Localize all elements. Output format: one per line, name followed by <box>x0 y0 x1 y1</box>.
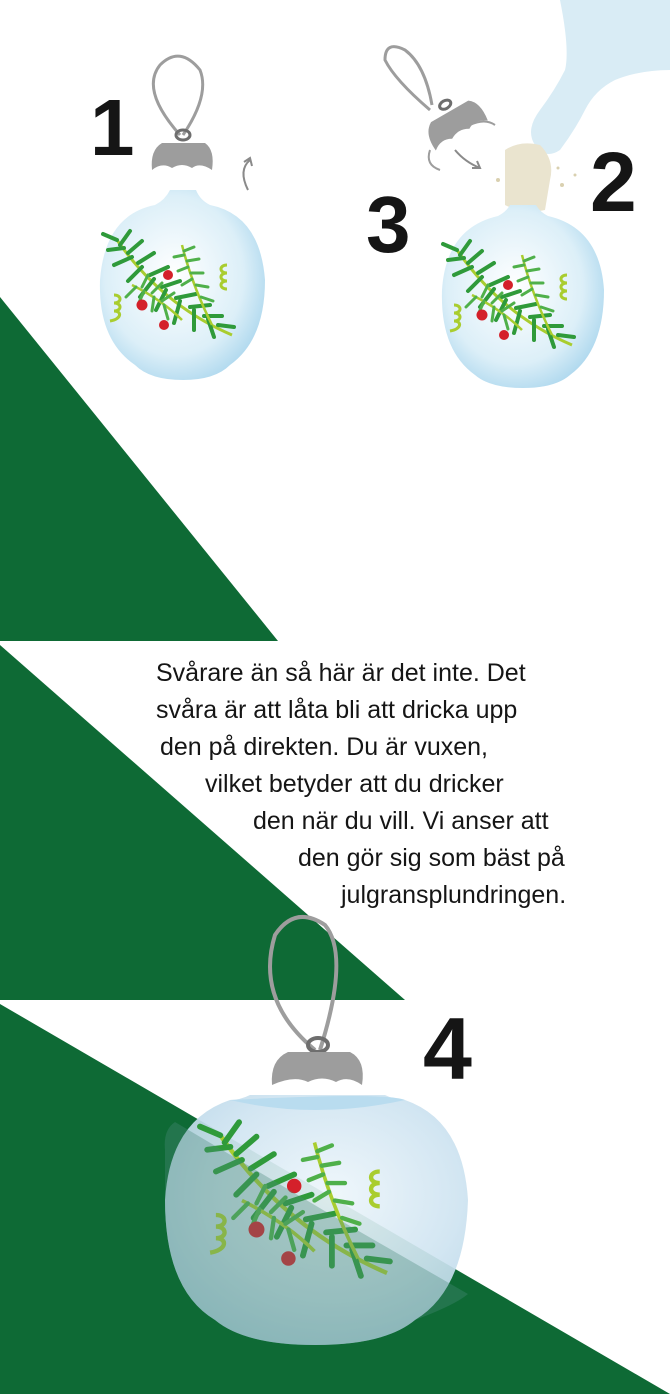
ornament-icon <box>442 205 604 388</box>
step-number-4: 4 <box>423 999 472 1098</box>
step-number-1: 1 <box>90 83 135 172</box>
instruction-line: svåra är att låta bli att dricka upp <box>156 696 518 724</box>
instruction-line: den när du vill. Vi anser att <box>253 807 549 835</box>
cap-icon <box>272 1052 363 1085</box>
instruction-line: den på direkten. Du är vuxen, <box>160 733 488 761</box>
bottle-icon <box>496 0 670 212</box>
cap-icon <box>152 143 213 170</box>
step-number-2: 2 <box>590 135 637 229</box>
arrow-icon <box>455 150 480 168</box>
step-number-3: 3 <box>366 180 411 269</box>
arrow-icon <box>243 158 252 190</box>
instruction-line: vilket betyder att du dricker <box>205 770 504 798</box>
instruction-text <box>140 655 625 914</box>
instruction-line: julgransplundringen. <box>341 881 567 909</box>
instruction-line: Svårare än så här är det inte. Det <box>156 659 526 687</box>
instruction-line: den gör sig som bäst på <box>298 844 565 872</box>
cap-icon <box>416 86 488 150</box>
